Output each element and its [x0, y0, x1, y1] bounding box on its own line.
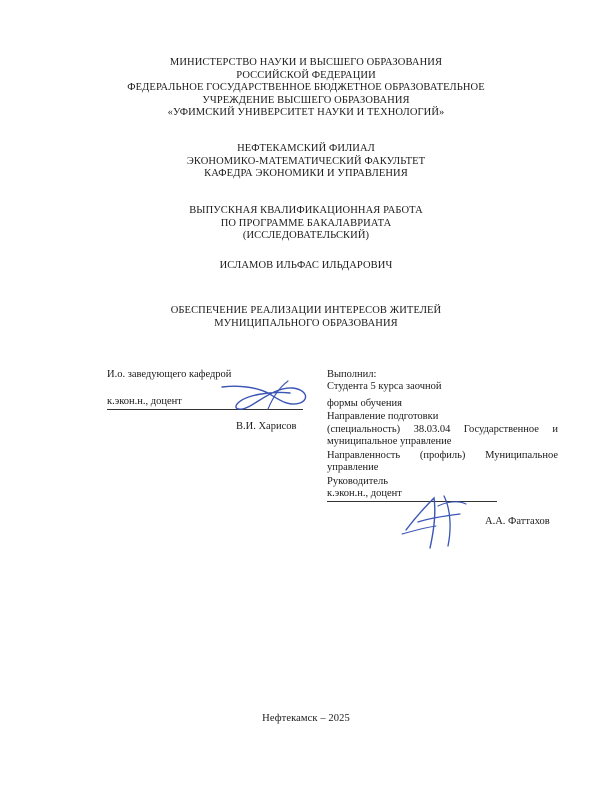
supervisor-degree: к.экон.н., доцент: [327, 488, 497, 502]
direction-value-line1: (специальность) 38.03.04 Государственное и: [327, 424, 558, 435]
supervisor-label: Руководитель: [327, 476, 388, 487]
profile-line2: управление: [327, 462, 379, 473]
head-name: В.И. Харисов: [236, 421, 297, 432]
ministry-line: ФЕДЕРАЛЬНОЕ ГОСУДАРСТВЕННОЕ БЮДЖЕТНОЕ ОБРАЗОВАТЕЛЬНОЕ: [127, 82, 485, 93]
supervisor-signature-image: [400, 492, 480, 550]
branch-line: КАФЕДРА ЭКОНОМИКИ И УПРАВЛЕНИЯ: [204, 168, 408, 179]
topic-line: ОБЕСПЕЧЕНИЕ РЕАЛИЗАЦИИ ИНТЕРЕСОВ ЖИТЕЛЕЙ: [170, 305, 442, 316]
performer-student: Студента 5 курса заочной: [327, 381, 442, 392]
work-type-line: ВЫПУСКНАЯ КВАЛИФИКАЦИОННАЯ РАБОТА: [189, 205, 423, 216]
direction-value-line2: муниципальное управление: [327, 436, 452, 447]
work-type-line: (ИССЛЕДОВАТЕЛЬСКИЙ): [242, 230, 370, 241]
footer-city-year: [0, 713, 612, 726]
work-type-block: [0, 205, 612, 243]
ministry-line: МИНИСТЕРСТВО НАУКИ И ВЫСШЕГО ОБРАЗОВАНИЯ: [169, 57, 443, 68]
ministry-line: «УФИМСКИЙ УНИВЕРСИТЕТ НАУКИ И ТЕХНОЛОГИЙ»: [167, 107, 445, 118]
ministry-line: УЧРЕЖДЕНИЕ ВЫСШЕГО ОБРАЗОВАНИЯ: [202, 94, 410, 106]
head-signature-image: [218, 379, 313, 415]
head-role: И.о. заведующего кафедрой: [107, 369, 232, 380]
footer-text: Нефтекамск – 2025: [262, 713, 350, 724]
head-degree: к.экон.н., доцент: [107, 396, 303, 410]
ministry-line: РОССИЙСКОЙ ФЕДЕРАЦИИ: [236, 69, 376, 81]
branch-block: [0, 143, 612, 181]
branch-line: ЭКОНОМИКО-МАТЕМАТИЧЕСКИЙ ФАКУЛЬТЕТ: [186, 155, 426, 167]
topic-block: [0, 305, 612, 330]
supervisor-name: А.А. Фаттахов: [485, 516, 550, 527]
topic-line: МУНИЦИПАЛЬНОГО ОБРАЗОВАНИЯ: [214, 317, 398, 329]
work-type-line: ПО ПРОГРАММЕ БАКАЛАВРИАТА: [220, 217, 392, 229]
performer-label: Выполнил:: [327, 369, 377, 380]
direction-label: Направление подготовки: [327, 411, 439, 422]
profile-line1: Направленность (профиль) Муниципальное: [327, 450, 558, 461]
performer-form: формы обучения: [327, 398, 402, 409]
branch-line: НЕФТЕКАМСКИЙ ФИЛИАЛ: [237, 143, 375, 154]
author-name-text: ИСЛАМОВ ИЛЬФАС ИЛЬДАРОВИЧ: [219, 260, 393, 271]
author-name: [0, 260, 612, 273]
ministry-block: [0, 57, 612, 120]
